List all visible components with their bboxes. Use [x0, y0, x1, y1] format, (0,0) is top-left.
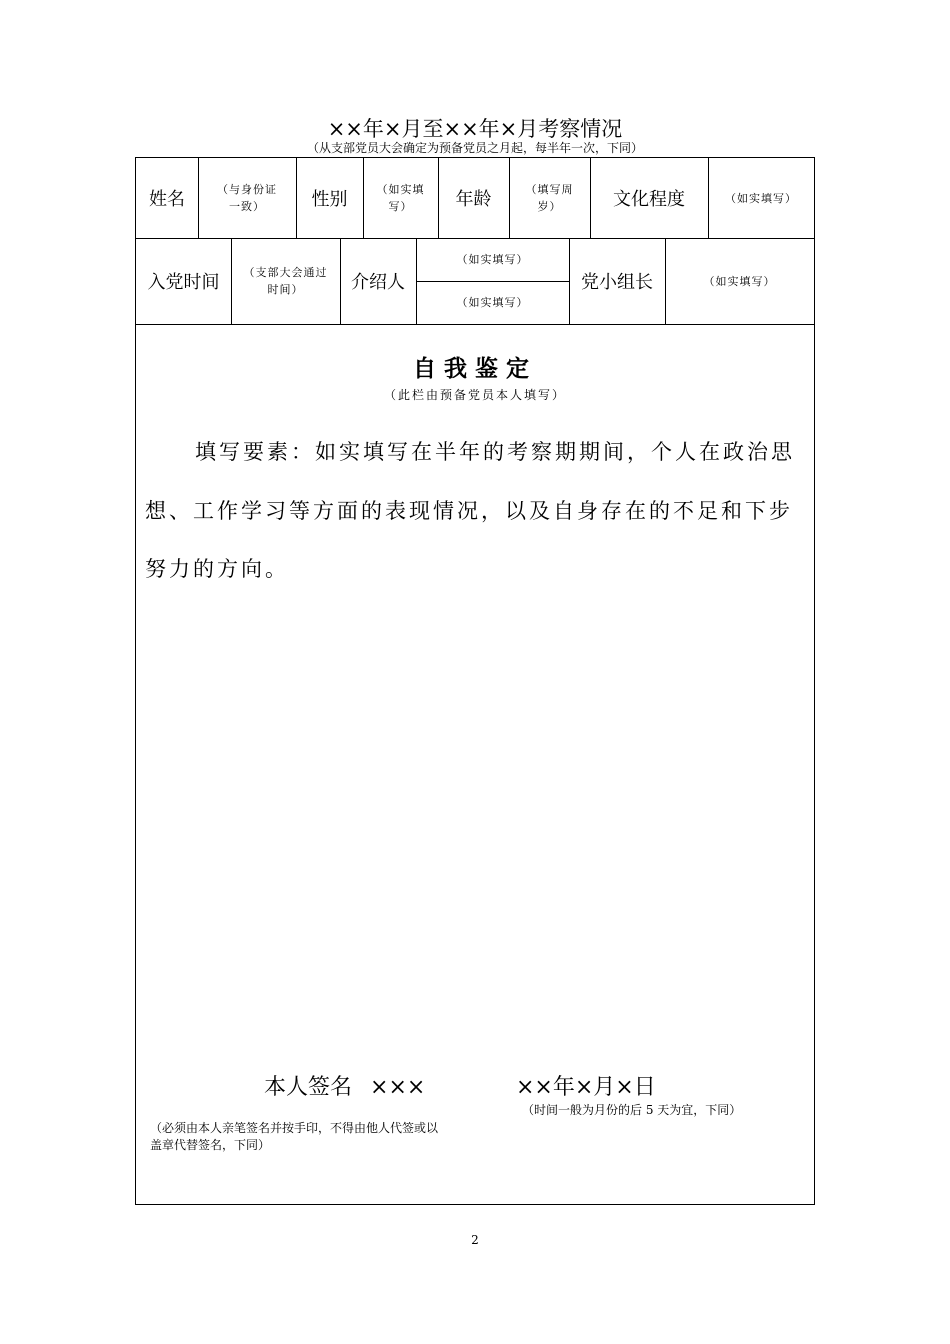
age-field[interactable]: （填写周岁）: [525, 183, 574, 213]
signature-line: [264, 1073, 425, 1103]
self-assessment-note: （此栏由预备党员本人填写）: [383, 388, 566, 402]
name-label: 姓名: [149, 189, 185, 210]
join-date-label: 入党时间: [147, 272, 220, 293]
introducer-field-2[interactable]: （如实填写）: [456, 296, 529, 309]
name-field[interactable]: （与身份证一致）: [217, 183, 277, 213]
page-subtitle: （从支部党员大会确定为预备党员之月起，每半年一次，下同）: [306, 141, 643, 155]
signature-label: 本人签名: [264, 1075, 353, 1100]
row-divider: [136, 324, 814, 325]
self-assessment-body[interactable]: 填写要素：如实填写在半年的考察期期间，个人在政治思想、工作学习等方面的表现情况，以及自身存在的不足和下步努力的方向。: [145, 440, 795, 581]
signature-date-note: （时间一般为月份的后 5 天为宜，下同）: [522, 1103, 742, 1117]
signature-note: （必须由本人亲笔签名并按手印，不得由他人代签或以盖章代替签名，下同）: [150, 1121, 439, 1152]
introducer-label: 介绍人: [351, 272, 405, 293]
assessment-form: [135, 157, 815, 1205]
gender-label: 性别: [311, 189, 348, 210]
signature-name[interactable]: ×××: [370, 1075, 426, 1100]
education-label: 文化程度: [613, 189, 685, 210]
page-number: 2: [471, 1233, 479, 1247]
group-leader-label: 党小组长: [581, 272, 653, 293]
gender-field[interactable]: （如实填写）: [376, 183, 425, 213]
education-field[interactable]: （如实填写）: [725, 191, 797, 205]
age-label: 年龄: [455, 189, 492, 210]
introducer-field-1[interactable]: （如实填写）: [456, 253, 529, 266]
self-assessment-title: 自我鉴定: [413, 355, 537, 382]
group-leader-field[interactable]: （如实填写）: [703, 274, 776, 288]
page-title: ××年×月至××年×月考察情况: [327, 117, 623, 141]
join-date-field[interactable]: （支部大会通过时间）: [243, 266, 328, 296]
signature-date[interactable]: ××年×月×日: [516, 1075, 656, 1100]
